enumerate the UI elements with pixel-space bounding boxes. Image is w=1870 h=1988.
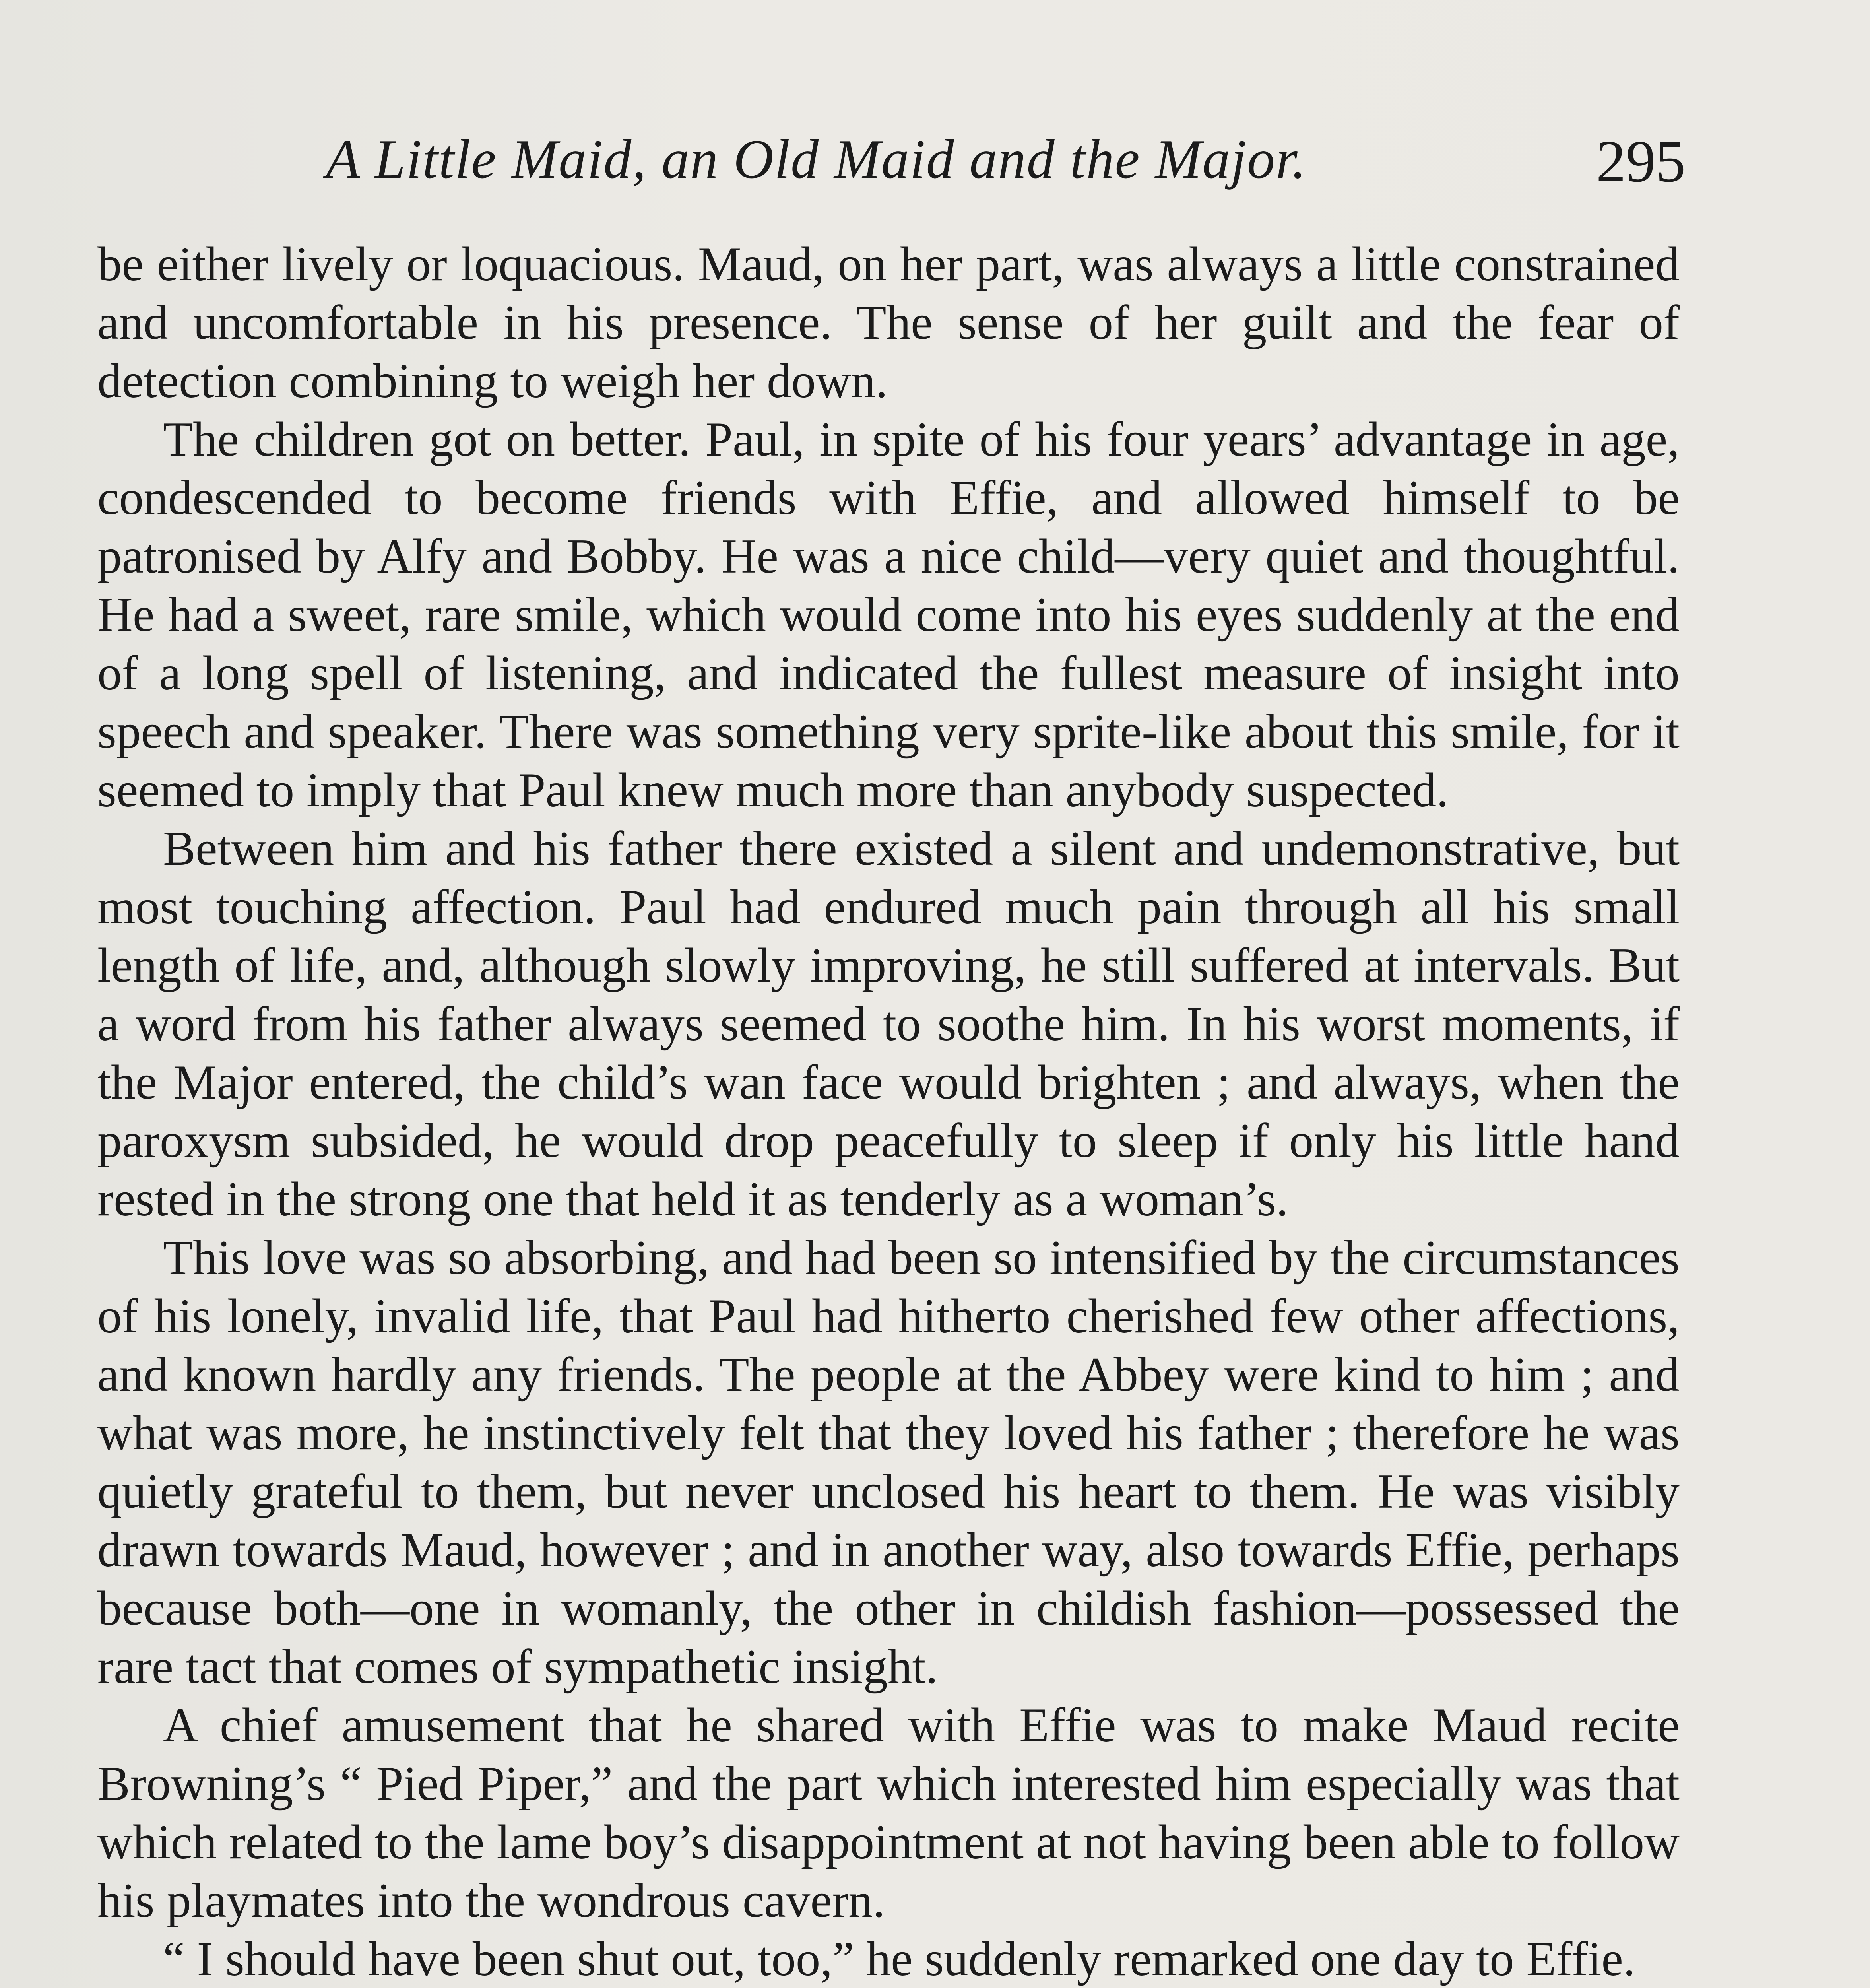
page-number: 295 xyxy=(1596,128,1686,194)
paragraph: A chief amusement that he shared with Effie was to make Maud recite Browning’s “ Pied Piper,” and the part which interested him especially was that which related to the lame boy’s disappointment at not having been able to follow his playmates into the wondrous cavern. xyxy=(97,1698,1680,1928)
paragraph: This love was so absorbing, and had been so intensified by the circumstances of his lonely, invalid life, that Paul had hitherto cherished few other affections, and known hardly any friends. The people at the Abbey were kind to him ; and what was more, he instinctively felt that they loved his father ; therefore he was quietly grateful to them, but never unclosed his heart to them. He was visibly drawn towards Maud, however ; and in another way, also towards Effie, perhaps because both—one in womanly, the other in childish fashion—possessed the rare tact that comes of sympathetic insight. xyxy=(97,1230,1680,1694)
paragraph: “ I should have been shut out, too,” he suddenly remarked one day to Effie. xyxy=(163,1932,1635,1986)
body-text xyxy=(97,235,1680,1988)
paragraph: The children got on better. Paul, in spite of his four years’ advantage in age, condescended to become friends with Effie, and allowed himself to be patronised by Alfy and Bobby. He was a nice child—very quiet and thoughtful. He had a sweet, rare smile, which would come into his eyes suddenly at the end of a long spell of listening, and indicated the fullest measure of insight into speech and speaker. There was something very sprite-like about this smile, for it seemed to imply that Paul knew much more than anybody suspected. xyxy=(97,412,1680,817)
paragraph-continuation: be either lively or loquacious. Maud, on her part, was always a little constrained and uncomfortable in his presence. The sense of her guilt and the fear of detection combining to weigh her down. xyxy=(97,237,1680,408)
page-header xyxy=(326,119,1686,199)
running-title: A Little Maid, an Old Maid and the Major. xyxy=(326,128,1307,190)
paragraph: Between him and his father there existed a silent and undemonstrative, but most touching affection. Paul had endured much pain through all his small length of life, and, although slowly improving, he still suffered at intervals. But a word from his father always seemed to soothe him. In his worst moments, if the Major entered, the child’s wan face would brighten ; and always, when the paroxysm subsided, he would drop peacefully to sleep if only his little hand rested in the strong one that held it as tenderly as a woman’s. xyxy=(97,821,1680,1226)
